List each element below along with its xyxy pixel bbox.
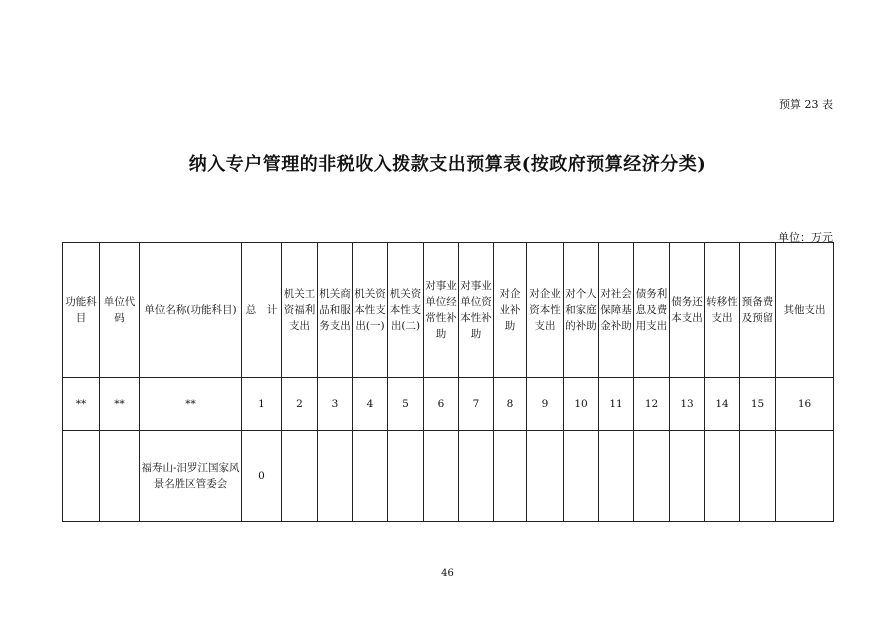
- header-cell: 机关资本性支出(一): [353, 243, 388, 378]
- header-cell: 单位代码: [100, 243, 140, 378]
- data-cell: [740, 431, 776, 522]
- header-cell: 功能科目: [63, 243, 100, 378]
- total-cell: 0: [242, 431, 282, 522]
- table-row: [63, 431, 834, 522]
- header-cell: 总 计: [242, 243, 282, 378]
- index-cell: 11: [599, 378, 634, 431]
- header-cell: 债务还本支出: [670, 243, 705, 378]
- data-cell: [282, 431, 318, 522]
- index-cell: 3: [318, 378, 353, 431]
- page-title: 纳入专户管理的非税收入拨款支出预算表(按政府预算经济分类): [188, 154, 707, 175]
- header-cell: 预备费及预留: [740, 243, 776, 378]
- data-cell: [634, 431, 670, 522]
- unit-label: 单位：万元: [778, 231, 833, 244]
- index-cell: **: [63, 378, 100, 431]
- header-cell: 债务利息及费用支出: [634, 243, 670, 378]
- header-cell: 对企业补助: [494, 243, 527, 378]
- data-cell: [63, 431, 100, 522]
- data-cell: [705, 431, 740, 522]
- data-cell: [353, 431, 388, 522]
- unit-name-cell: 福寿山-汨罗江国家风景名胜区管委会: [140, 431, 242, 522]
- header-cell: 机关商品和服务支出: [318, 243, 353, 378]
- index-cell: 4: [353, 378, 388, 431]
- header-cell: 机关工资福利支出: [282, 243, 318, 378]
- header-cell: 其他支出: [776, 243, 834, 378]
- form-number: 预算 23 表: [779, 98, 833, 111]
- header-cell: 对个人和家庭的补助: [564, 243, 599, 378]
- data-cell: [494, 431, 527, 522]
- index-cell: 6: [424, 378, 459, 431]
- index-cell: 7: [459, 378, 494, 431]
- index-cell: 14: [705, 378, 740, 431]
- index-row: [63, 378, 834, 431]
- budget-table: [62, 242, 834, 522]
- index-cell: 8: [494, 378, 527, 431]
- index-cell: 9: [527, 378, 564, 431]
- index-cell: 1: [242, 378, 282, 431]
- index-cell: 10: [564, 378, 599, 431]
- header-cell: 对社会保障基金补助: [599, 243, 634, 378]
- header-row: [63, 243, 834, 378]
- page-number: 46: [441, 568, 454, 579]
- data-cell: [670, 431, 705, 522]
- index-cell: 2: [282, 378, 318, 431]
- data-cell: [599, 431, 634, 522]
- index-cell: 5: [388, 378, 424, 431]
- data-cell: [564, 431, 599, 522]
- data-cell: [100, 431, 140, 522]
- index-cell: 13: [670, 378, 705, 431]
- data-cell: [459, 431, 494, 522]
- data-cell: [776, 431, 834, 522]
- index-cell: **: [100, 378, 140, 431]
- data-cell: [318, 431, 353, 522]
- index-cell: 12: [634, 378, 670, 431]
- header-cell: 机关资本性支出(二): [388, 243, 424, 378]
- header-cell: 对事业单位资本性补助: [459, 243, 494, 378]
- header-cell: 对企业资本性支出: [527, 243, 564, 378]
- header-cell: 转移性支出: [705, 243, 740, 378]
- data-cell: [527, 431, 564, 522]
- index-cell: **: [140, 378, 242, 431]
- header-cell: 单位名称(功能科目): [140, 243, 242, 378]
- header-cell: 对事业单位经常性补助: [424, 243, 459, 378]
- index-cell: 16: [776, 378, 834, 431]
- index-cell: 15: [740, 378, 776, 431]
- data-cell: [424, 431, 459, 522]
- data-cell: [388, 431, 424, 522]
